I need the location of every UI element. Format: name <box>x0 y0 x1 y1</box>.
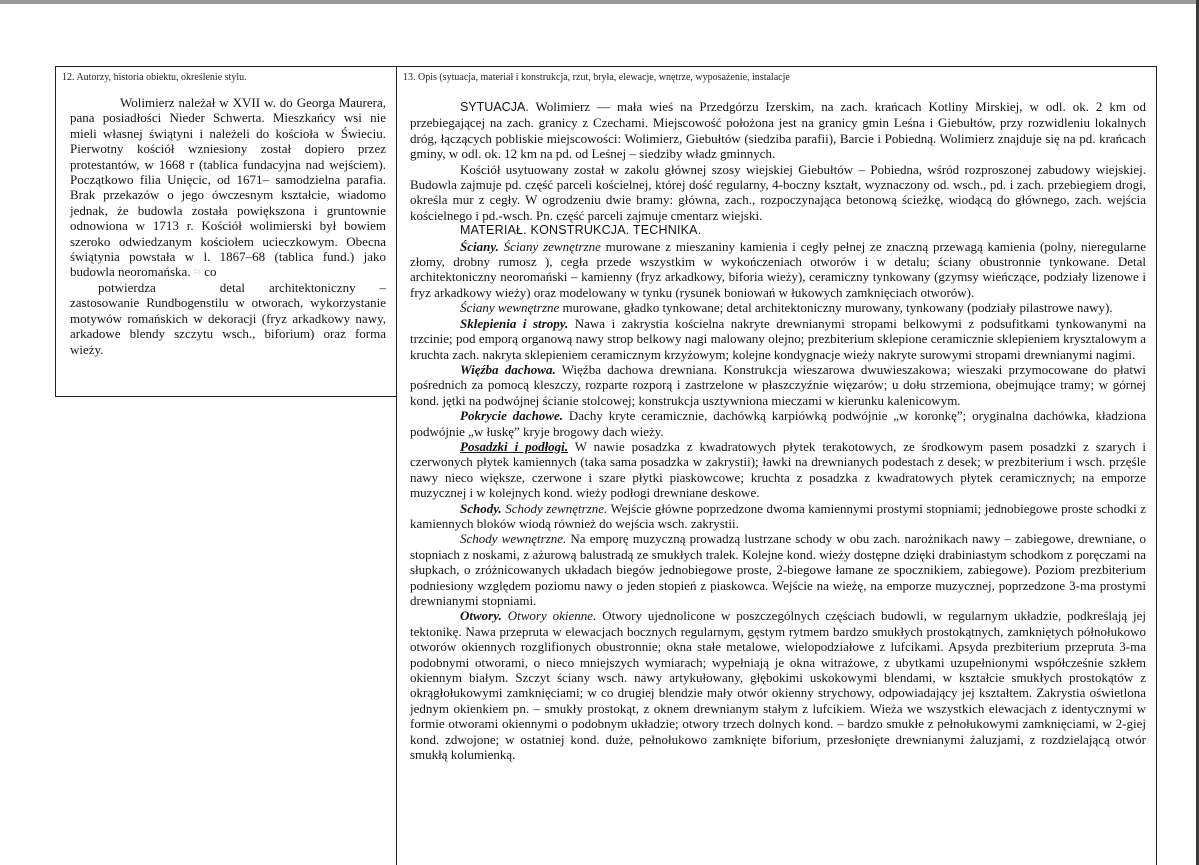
pokrycie-label: Pokrycie dachowe. <box>460 408 563 424</box>
right-column-header: 13. Opis (sytuacja, materiał i konstrukcja, rzut, bryła, elewacje, wnętrze, wyposażenie, instalacje <box>403 72 790 83</box>
schody-wew-text: Na emporę muzyczną prowadzą lustrzane schody w obu zach. narożnikach nawy – zabiegowe, drewniane, o stopniach z noskami, z ażurową balustradą ze smukłych tralek. Kolejne kond. wieży dostępne dzięki drabiniastym schodkom z poręczami na słupkach, o zróżnicowanych układach biegów jednobiegowe proste, 2-biegowe łamane ze spocznikiem, zabiegowe). Poziom prezbiterium podniesiony względem poziomu nawy o jeden stopień z piaskowca. Wejście na wieżę, na emporze muzycznej, poprzedzone 3-ma prostymi drewnianymi stopniami. <box>410 531 1147 608</box>
form-right-rule <box>1156 66 1157 865</box>
sciany-wew-text: murowane, gładko tynkowane; detal architektoniczny murowany, tynkowany (podziały pilastrowe nawy). <box>562 300 1113 316</box>
history-paragraph <box>70 95 386 357</box>
sytuacja-text-1: Wolimierz — mała wieś na Przedgórzu Izerskim, na zach. krańcach Kotliny Mirskiej, w odl. ok. 2 km od przebiegającej na zach. granicy z Czechami. Miejscowość położona jest na granicy gmin Leśna i Giebułtów, przy rozwidleniu lokalnych dróg, łączących pobliskie miejscowości: Wolimierz, Giebułtów (siedziba parafii), Barcie i Pobiedną. Wolimierz znajduje się na pd. krańcach gminy, w odl. ok. 12 km na pd. od Leśnej – siedziby władz gminnych. <box>410 99 1147 162</box>
sciany-zew-text: murowane z mieszaniny kamienia i cegły pełnej ze znaczną przewagą kamienia (polny, nieregularne złomy, drobny rumosz ), cegła przede wszystkim w wykończeniach otworów i w detalu; ściany obustronnie tynkowane. Detal architektoniczny neoromański – kamienny (fryz arkadkowy, biforia wieży), ceramiczny tynkowany (gzymsy wieńczące, podziały lizenowe i fryz arkadkowy wieży) oraz modelowany w tynku (rysunek boniowań w łukowych zamknięciach otworów). <box>410 238 1147 300</box>
sklepienia-paragraph <box>410 316 1146 362</box>
description-column <box>410 99 1146 762</box>
sciany-wew-label: Ściany wewnętrzne <box>460 300 560 316</box>
wiezba-paragraph <box>410 362 1146 408</box>
left-column-header: 12. Autorzy, historia obiektu, określenie stylu. <box>62 72 247 83</box>
otwory-text: Otwory ujednolicone w poszczególnych częściach budowli, w regularnym układzie, podkreślają jej tektonikę. Nawa przepruta w elewacjach bocznych regularnym, gęstym rytmem bardzo smukłych prostokątnych, zamkniętych półnołukowo otworów okiennych rozglifionych obustronnie; okna stałe metalowe, wielopodziałowe z lufcikami. Apsyda prezbiterium przepruta 3-ma podobnymi otworami, o nieco mniejszych wymiarach; wypełniają je okna witrażowe, z ubytkami uzupełnionymi współcześnie szkłem okiennym białym. Szczyt ściany wsch. nawy artykułowany, głębokimi uskokowymi blendami, w kształcie smukłych prostokątów z okrągłołukowymi zamknięciami; w co drugiej blendzie mały otwór okienny strychowy, odpowiadający jej kształtem. Zakrystia oświetlona jednym okienkiem pn. – smukły prostokąt, z oknem drewnianym stałym z lufcikiem. Wieża we wszystkich elewacjach z identycznymi w formie otworami okiennymi o podobnym układzie; otwory trzech dolnych kond. – bardzo smukłe z pełnołukowymi zamknięciami, w 2-giej kond. zdwojone; w ostatniej kond. duże, pełnołukowo zamknięte biforium, przesłonięte drewnianymi żaluzjami, z rozdzielającą otwór smukłą kolumienką. <box>410 608 1147 763</box>
wiezba-text: Więźba dachowa drewniana. Konstrukcja wieszarowa dwuwieszakowa; wieszaki przymocowane do płatwi pośrednich za pomocą kleszczy, rozparte rozporą i zastrzelone w płaszczyźnie więzarów; u dołu strzemiona, obejmujące tramy; w górnej kond. jętki na podwójnej ścianie stolcowej; konstrukcja usztywniona mieczami w kierunku kalenicowym. <box>410 361 1146 408</box>
scan-watermark: ≈ <box>193 264 201 280</box>
otwory-label: Otwory. <box>460 608 502 624</box>
left-box-bottom-rule <box>55 396 396 397</box>
schody-paragraph <box>410 501 1146 532</box>
sklepienia-label: Sklepienia i stropy. <box>460 315 569 331</box>
history-word-co: co <box>204 264 217 280</box>
wiezba-label: Więźba dachowa. <box>460 361 556 377</box>
schody-label: Schody. <box>460 500 502 516</box>
sciany-paragraph <box>410 239 1146 301</box>
history-text-b: detal architektoniczny – zastosowanie Rundbogenstilu w otworach, wykorzystanie motywów romańskich w dekoracji (fryz arkadkowy nawy, arkadowe blendy szczytu wsch., biforium) oraz forma wieży. <box>70 279 386 357</box>
otwory-paragraph <box>410 608 1146 762</box>
form-top-rule <box>55 66 1156 67</box>
history-word-potwierdza: potwierdza <box>98 279 156 295</box>
posadzki-paragraph <box>410 439 1146 501</box>
pokrycie-text: Dachy kryte ceramicznie, dachówką karpiówką podwójnie „w koronkę”; oryginalna dachówka, kładziona podwójnie „w łuskę” kryje brogowy dach wieży. <box>410 408 1147 439</box>
otwory-okienne-label: Otwory okienne. <box>507 608 597 624</box>
sciany-label: Ściany. <box>460 238 499 254</box>
sklepienia-text: Nawa i zakrystia kościelna nakryte drewnianymi stropami belkowymi z podsufitkami tynkowanymi na trzcinie; pod emporą organową nawy strop belkowy nagi malowany olejno; prezbiterium sklepione ceramicznie sklepieniem krysztalowym a kruchta zach. nakryta sklepieniem ceramicznym krzyżowym; kolejne kondygnacje wieży nakryte surowymi stropami drewnianymi nagimi. <box>410 315 1146 362</box>
sytuacja-paragraph <box>410 99 1146 162</box>
pokrycie-paragraph <box>410 408 1146 439</box>
schody-zew-text: Wejście główne poprzedzone dwoma kamiennymi prostymi stopniami; jednobiegowe proste schodki z kamiennych bloków wiodą również do wejścia wsch. zakrystii. <box>410 500 1147 531</box>
sytuacja-heading: SYTUACJA. <box>460 100 529 114</box>
material-heading: MATERIAŁ. KONSTRUKCJA. TECHNIKA. <box>460 223 702 238</box>
sciany-zew-label: Ściany zewnętrzne <box>503 238 601 254</box>
schody-zew-label: Schody zewnętrzne. <box>505 500 608 516</box>
history-text-a: Wolimierz należał w XVII w. do Georga Maurera, pana posiadłości Nieder Schwerta. Mieszkańcy wsi nie mieli własnej świątyni i należeli do kościoła w Świeciu. Pierwotny kościół wzniesiony został dopiero przez protestantów, w 1668 r (tablica fundacyjna nad wejściem). Początkowo filia Unięcic, od 1671– samodzielna parafia. Brak przekazów o jego ówczesnym kształcie, wiadomo jednak, że budowla została powiększona i gruntownie odnowiona w 1713 r. Kościół wolimierski był bowiem szeroko odwiedzanym kościołem ucieczkowym. Obecna świątynia powstała w l. 1867–68 (tablica fund.) jako budowla neoromańska. <box>70 95 386 280</box>
history-column <box>70 95 386 357</box>
scan-edge-top <box>0 0 1199 4</box>
sytuacja-paragraph-2 <box>410 162 1146 224</box>
sciany-wew-paragraph <box>410 300 1146 315</box>
form-column-divider <box>396 66 397 865</box>
posadzki-text: W nawie posadzka z kwadratowych płytek terakotowych, ze środkowym pasem posadzki z szarych i czerwonych płytek kamiennych (taka sama posadzka w zakrystii); ławki na drewnianych podestach z desek; w prezbiterium i wsch. przęśle nawy nieco większe, czerwone i szare płytki piaskowcowe; kruchta z posadzka z kwadratowych płytek ceramicznych; na emporze muzycznej i w kolejnych kond. wieży podłogi drewniane deskowe. <box>410 438 1147 501</box>
posadzki-label: Posadzki i podłogi. <box>460 438 569 454</box>
schody-wew-paragraph <box>410 531 1146 608</box>
form-left-rule <box>55 66 56 396</box>
schody-wew-label: Schody wewnętrzne. <box>460 531 567 547</box>
sytuacja-text-2: Kościół usytuowany został w zakolu głównej szosy wiejskiej Giebułtów – Pobiedna, wśród rozproszonej zabudowy wiejskiej. Budowla zajmuje pd. część parceli kościelnej, której dość regularny, 4-boczny kształt, wyznaczony od. wsch., pd. i zach. przebiegiem drogi, określa mur z cegły. W ogrodzeniu dwie bramy: główna, zach., rozpoczynająca betonową ścieżkę, wiodącą do głównego, zach. wejścia kościelnego i pd.-wsch. Pn. część parceli zajmuje cmentarz wiejski. <box>410 161 1146 223</box>
